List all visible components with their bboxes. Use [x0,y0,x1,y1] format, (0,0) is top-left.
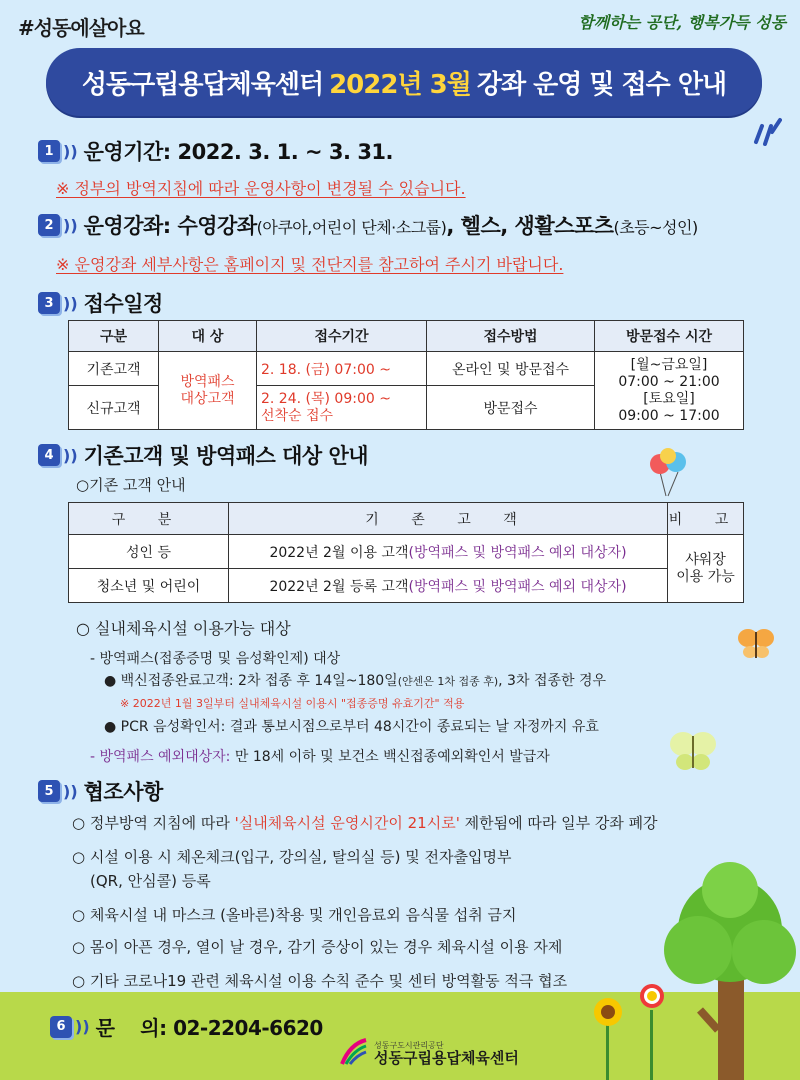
coop-item-1-a: ○ 정부방역 지침에 따라 [72,814,235,832]
period-note: ※ 정부의 방역지침에 따라 운영사항이 변경될 수 있습니다. [56,179,466,198]
courses-note: ※ 운영강좌 세부사항은 홈페이지 및 전단지를 참고하여 주시기 바랍니다. [56,255,564,274]
section-paren: )) [63,781,78,801]
table-cell: 온라인 및 방문접수 [427,352,595,386]
pass-title: - 방역패스(접종증명 및 음성확인제) 대상 [90,651,341,667]
table-header: 접수방법 [427,321,595,352]
table-header: 구 분 [69,503,229,535]
table-header-row [69,321,744,352]
bullet-vaccine-c: , 3차 접종한 경우 [498,673,607,689]
coop-item-2: ○ 시설 이용 시 체온체크(입구, 강의실, 탈의실 등) 및 전자출입명부 [72,848,512,866]
hashtag: #성동에살아요 [18,16,144,40]
decorative-strokes-icon [752,112,782,146]
section-number: 4 [38,444,60,466]
except-title: - 방역패스 예외대상자: [90,749,231,765]
section-label: 접수일정 [83,292,163,316]
section-label: 기존고객 및 방역패스 대상 안내 [83,444,369,468]
title-pre: 성동구립용답체육센터 [81,69,324,100]
title-post: 강좌 운영 및 접수 안내 [476,69,727,100]
butterfly-icon [668,728,718,774]
table-cell: [월~금요일] 07:00 ~ 21:00 [토요일] 09:00 ~ 17:00 [595,352,744,430]
coop-item-3: ○ 체육시설 내 마스크 (올바른)착용 및 개인음료외 음식물 섭취 금지 [72,906,517,924]
existing-intro: ○기존 고객 안내 [76,476,186,494]
flowers-icon [588,980,668,1080]
bullet-vaccine-b: (얀센은 1차 접종 후) [397,675,499,688]
coop-item-1 [72,812,658,833]
coop-item-2b: (QR, 안심콜) 등록 [90,872,211,890]
table-cell: 신규고객 [69,386,159,430]
table-cell: 2. 18. (금) 07:00 ~ [257,352,427,386]
coop-item-1-b: 제한됨에 따라 일부 강좌 폐강 [459,814,658,832]
section-number: 3 [38,292,60,314]
bullet-vaccine-a: 백신접종완료고객: 2차 접종 후 14일~180일 [120,673,398,689]
bullet-pcr [104,716,599,736]
table-cell: 성인 등 [69,535,229,569]
coop-item-1-red: '실내체육시설 운영시간이 21시로' [234,814,460,832]
desc-text: 2022년 2월 이용 고객 [269,544,409,561]
courses-mid: , 헬스, 생활스포츠 [446,214,614,238]
table-header: 기 존 고 객 [229,503,668,535]
section-schedule [38,288,163,318]
balloons-icon [640,448,696,498]
contact-phone: 문 의: 02-2204-6620 [95,1016,323,1040]
table-row [69,569,744,603]
section-number: 6 [50,1016,72,1038]
bullet-vaccine [104,670,606,690]
section-period [38,136,393,166]
table-row [69,535,744,569]
coop-item-5: ○ 기타 코로나19 관련 체육시설 이용 수칙 준수 및 센터 방역활동 적극 협조 [72,972,568,990]
table-header: 비 고 [668,503,744,535]
table-cell: 샤워장 이용 가능 [668,535,744,603]
table-header: 방문접수 시간 [595,321,744,352]
table-header-row [69,503,744,535]
table-cell: 방역패스 대상고객 [159,352,257,430]
table-header: 구분 [69,321,159,352]
section-label [84,210,698,240]
table-cell [229,569,668,603]
section-courses [38,210,698,240]
table-header: 접수기간 [257,321,427,352]
butterfly-icon [736,626,776,662]
section-paren: )) [63,215,78,235]
section-paren: )) [75,1017,90,1036]
existing-table [68,502,744,603]
section-existing [38,440,368,470]
bullet-vaccine-note: ※ 2022년 1월 3일부터 실내체육시설 이용시 "접종증명 유효기간" 적용 [120,697,465,710]
courses-age-detail: (초등~성인) [613,218,698,237]
table-cell [257,386,427,430]
table-cell: 방문접수 [427,386,595,430]
desc-purple: (방역패스 및 방역패스 예외 대상자) [408,578,627,595]
logo-sub: 성동구도시관리공단 [374,1041,444,1050]
courses-swim-detail: (아쿠아,어린이 단체·소그룹) [256,218,447,237]
desc-purple: (방역패스 및 방역패스 예외 대상자) [408,544,627,561]
bullet-pcr-text: PCR 음성확인서: 결과 통보시점으로부터 48시간이 종료되는 날 자정까지 유효 [120,719,599,735]
bullet-dot-icon: ● [104,719,117,735]
section-contact [50,1012,323,1041]
coop-item-4: ○ 몸이 아픈 경우, 열이 날 경우, 감기 증상이 있는 경우 체육시설 이용 자제 [72,938,563,956]
desc-text: 2022년 2월 등록 고객 [269,578,409,595]
section-paren: )) [63,293,78,313]
section-label: 협조사항 [83,780,163,804]
table-row [69,352,744,386]
except-text: 만 18세 이하 및 보건소 백신접종예외확인서 발급자 [230,749,550,765]
title-banner [46,48,762,116]
section-label: 운영기간: 2022. 3. 1. ~ 3. 31. [83,140,394,164]
table-cell: 청소년 및 어린이 [69,569,229,603]
section-number: 2 [38,214,60,236]
period-line: 2. 24. (목) 09:00 ~ [261,390,391,407]
indoor-heading: ○ 실내체육시설 이용가능 대상 [76,619,291,638]
bullet-dot-icon: ● [104,673,117,689]
except-line [90,746,550,766]
logo-swoosh-icon [340,1038,368,1066]
section-paren: )) [63,141,78,161]
section-number: 5 [38,780,60,802]
center-logo [340,1038,519,1066]
slogan: 함께하는 공단, 행복가득 성동 [578,13,786,32]
section-paren: )) [63,445,78,465]
table-cell: 기존고객 [69,352,159,386]
schedule-table [68,320,744,430]
title-highlight: 2022년 3월 [329,69,471,100]
table-header: 대 상 [159,321,257,352]
logo-main: 성동구립용답체육센터 [374,1049,519,1067]
tree-icon [660,860,800,1080]
table-cell [229,535,668,569]
courses-main: 운영강좌: 수영강좌 [83,214,257,238]
section-coop [38,776,163,806]
period-line: 선착순 접수 [261,407,334,424]
section-number: 1 [38,140,60,162]
